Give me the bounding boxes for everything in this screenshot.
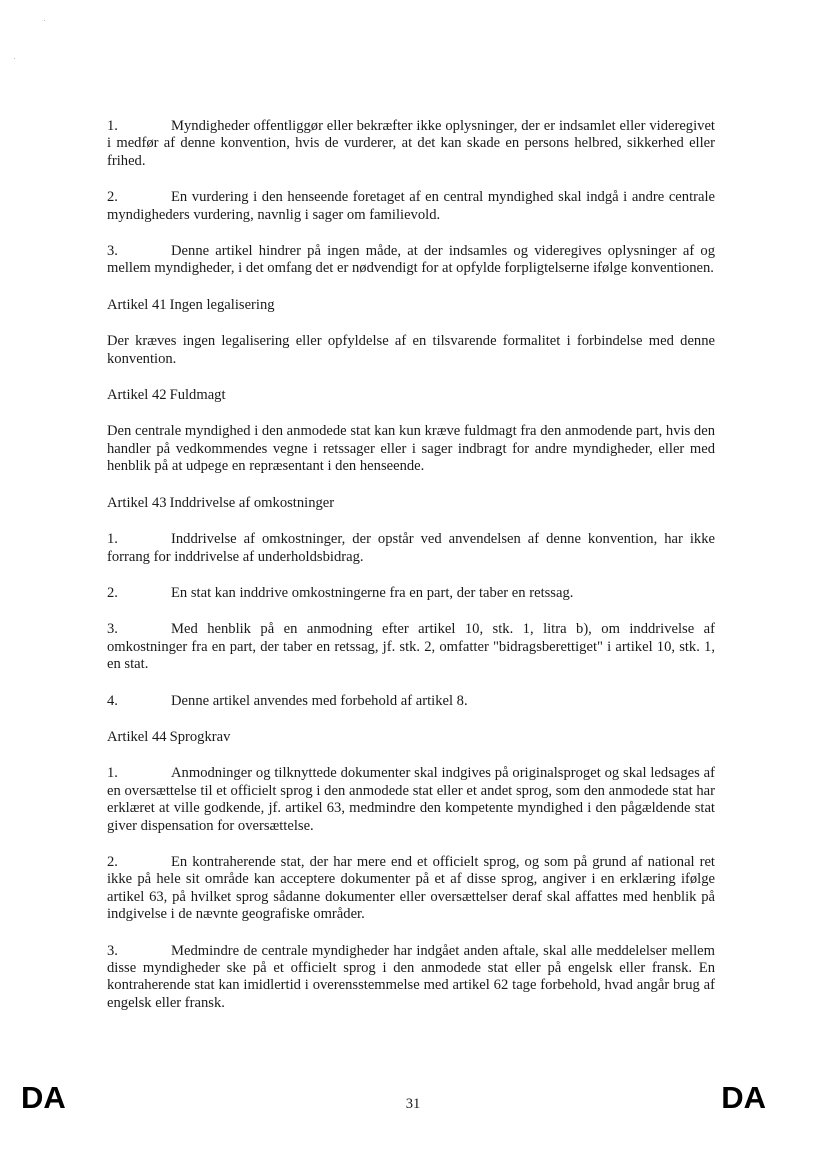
- document-body: [107, 118, 715, 1031]
- paragraph-text: Anmodninger og tilknyttede dokumenter skal indgives på originalsproget og skal ledsages af en oversættelse til et officielt sprog i den anmodede stat eller et andet sprog, som den anmodede stat har erklæret at ville godkende, jf. artikel 63, medmindre den kompetente myndighed i den pågældende stat giver dispensation for oversættelse.: [107, 765, 715, 834]
- paragraph: [107, 243, 715, 278]
- page-number: 31: [405, 1096, 421, 1112]
- paragraph-text: En stat kan inddrive omkostningerne fra en part, der taber en retssag.: [171, 584, 574, 601]
- article-number: Artikel 41: [107, 296, 167, 313]
- article-heading: [107, 495, 715, 512]
- paragraph-text: Denne artikel hindrer på ingen måde, at der indsamles og videregives oplysninger af og mellem myndigheder, i det omfang det er nødvendigt for at opfylde forpligtelserne ifølge konventionen.: [107, 243, 715, 277]
- article-title: Sprogkrav: [169, 728, 231, 745]
- paragraph: [107, 693, 715, 710]
- paragraph: [107, 943, 715, 1013]
- language-code-right: DA: [721, 1080, 766, 1115]
- scan-speck: [44, 20, 45, 21]
- article-title: Fuldmagt: [169, 387, 226, 404]
- article-number: Artikel 43: [107, 494, 167, 511]
- article-heading: [107, 387, 715, 404]
- paragraph-number: 4.: [107, 692, 118, 709]
- paragraph-text: Med henblik på en anmodning efter artikel 10, stk. 1, litra b), om inddrivelse af omkostninger fra en part, der taber en retssag, jf. stk. 2, omfatter "bidragsberettiget" i artikel 10, stk. 1, en stat.: [107, 621, 715, 673]
- paragraph-number: 1.: [107, 118, 118, 134]
- scan-speck: [14, 58, 15, 59]
- article-heading: [107, 729, 715, 746]
- paragraph-text: Den centrale myndighed i den anmodede stat kan kun kræve fuldmagt fra den anmodende part, hvis den handler på vedkommendes vegne i retssager eller i sager indbragt for andre myndigheder, eller med henblik på at udpege en repræsentant i den henseende.: [107, 423, 715, 475]
- paragraph-text: En kontraherende stat, der har mere end et officielt sprog, og som på grund af national ret ikke på hele sit område kan acceptere dokumenter på et af disse sprog, angiver i en erklæring ifølge artikel 63, på hvilket sprog sådanne dokumenter eller oversættelser deraf skal affattes med henblik på indgivelse i de nævnte geografiske områder.: [107, 853, 715, 923]
- paragraph-text: Der kræves ingen legalisering eller opfyldelse af en tilsvarende formalitet i forbindelse med denne konvention.: [107, 333, 715, 367]
- paragraph-number: 2.: [107, 853, 118, 870]
- paragraph: [107, 118, 715, 170]
- paragraph-text: Medmindre de centrale myndigheder har indgået anden aftale, skal alle meddelelser mellem disse myndigheder ske på et officielt sprog i den anmodede stat eller på engelsk eller fransk. En kontraherende stat kan imidlertid i overensstemmelse med artikel 62 tage forbehold, hvad angår brug af engelsk eller fransk.: [107, 942, 715, 1011]
- paragraph-number: 1.: [107, 765, 118, 782]
- paragraph-number: 3.: [107, 621, 118, 638]
- language-code-left: DA: [21, 1080, 66, 1115]
- article-heading: [107, 297, 715, 314]
- paragraph: [107, 765, 715, 835]
- paragraph: [107, 621, 715, 673]
- paragraph-number: 3.: [107, 243, 118, 260]
- paragraph-text: En vurdering i den henseende foretaget af en central myndighed skal indgå i andre centrale myndigheders vurdering, navnlig i sager om familievold.: [107, 189, 715, 223]
- paragraph: [107, 333, 715, 368]
- paragraph-text: Denne artikel anvendes med forbehold af artikel 8.: [171, 692, 468, 709]
- paragraph-number: 2.: [107, 584, 118, 601]
- paragraph: [107, 854, 715, 924]
- paragraph: [107, 531, 715, 566]
- article-number: Artikel 42: [107, 387, 167, 404]
- paragraph-number: 1.: [107, 531, 118, 548]
- paragraph-text: Myndigheder offentliggør eller bekræfter ikke oplysninger, der er indsamlet eller videregivet i medfør af denne konvention, hvis de vurderer, at det kan skade en persons helbred, sikkerhed eller frihed.: [107, 118, 715, 169]
- paragraph: [107, 423, 715, 475]
- paragraph-number: 3.: [107, 942, 118, 959]
- article-title: Ingen legalisering: [169, 296, 275, 313]
- paragraph: [107, 189, 715, 224]
- paragraph-text: Inddrivelse af omkostninger, der opstår ved anvendelsen af denne konvention, har ikke forrang for inddrivelse af underholdsbidrag.: [107, 531, 715, 565]
- article-title: Inddrivelse af omkostninger: [169, 494, 335, 511]
- paragraph-number: 2.: [107, 189, 118, 206]
- article-number: Artikel 44: [107, 728, 167, 745]
- paragraph: [107, 585, 715, 602]
